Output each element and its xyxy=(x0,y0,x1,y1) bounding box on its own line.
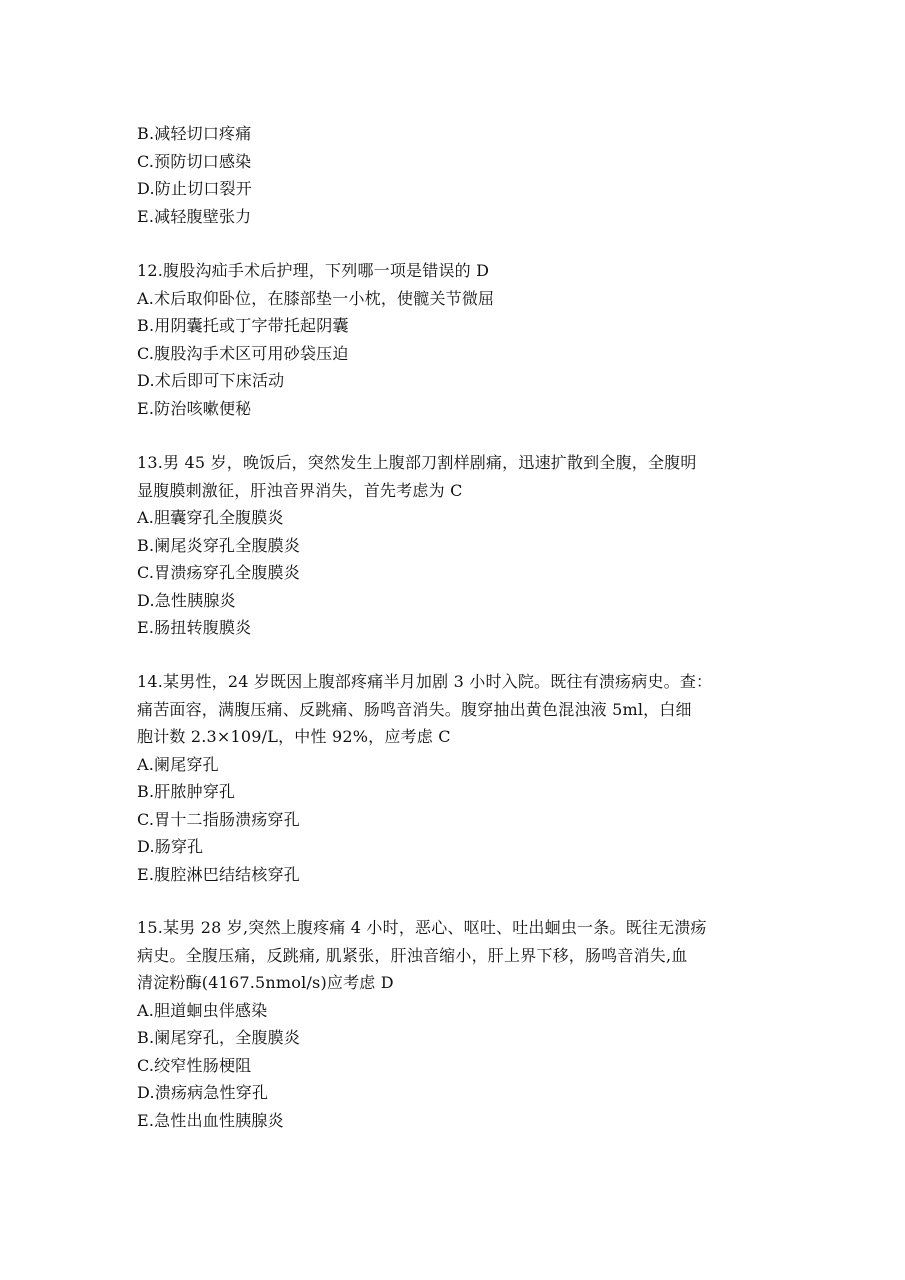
option-d: D.防止切口裂开 xyxy=(137,179,252,198)
option-a: A.术后取仰卧位，在膝部垫一小枕，使髋关节微屈 xyxy=(137,288,495,308)
question-stem: 14.某男性，24 岁既因上腹部疼痛半月加剧 3 小时入院。既往有溃疡病史。查： xyxy=(137,672,713,691)
option-a: A.阑尾穿孔 xyxy=(137,754,219,774)
question-stem: 13.男 45 岁，晚饭后，突然发生上腹部刀割样剧痛，迅速扩散到全腹，全腹明 xyxy=(137,453,697,472)
option-c: C.胃十二指肠溃疡穿孔 xyxy=(137,809,300,829)
question-stem: 15.某男 28 岁,突然上腹疼痛 4 小时，恶心、呕吐、吐出蛔虫一条。既往无溃疡 xyxy=(137,918,707,937)
question-stem-continued: 病史。全腹压痛，反跳痛, 肌紧张，肝浊音缩小，肝上界下移，肠鸣音消失,血 xyxy=(137,945,688,965)
question-stem: 12.腹股沟疝手术后护理，下列哪一项是错误的 D xyxy=(137,261,490,280)
option-a: A.胆道蛔虫伴感染 xyxy=(137,1000,268,1020)
option-b: B.阑尾穿孔，全腹膜炎 xyxy=(137,1028,301,1047)
question-stem-continued: 显腹膜刺激征，肝浊音界消失，首先考虑为 C xyxy=(137,480,463,500)
question-15-block xyxy=(137,914,787,1134)
option-e: E.腹腔淋巴结结核穿孔 xyxy=(137,864,300,884)
option-d: D.溃疡病急性穿孔 xyxy=(137,1083,269,1102)
option-b: B.用阴囊托或丁字带托起阴囊 xyxy=(137,316,349,335)
question-stem-continued: 痛苦面容，满腹压痛、反跳痛、肠鸣音消失。腹穿抽出黄色混浊液 5ml，白细 xyxy=(137,699,692,719)
option-c: C.预防切口感染 xyxy=(137,151,252,171)
question-stem-continued: 清淀粉酶(4167.5nmol/s)应考虑 D xyxy=(137,973,394,992)
option-a: A.胆囊穿孔全腹膜炎 xyxy=(137,508,284,527)
option-e: E.防治咳嗽便秘 xyxy=(137,398,252,418)
question-14-block xyxy=(137,668,787,888)
option-b: B.肝脓肿穿孔 xyxy=(137,782,236,801)
option-c: C.腹股沟手术区可用砂袋压迫 xyxy=(137,343,349,363)
option-e: E.减轻腹壁张力 xyxy=(137,206,252,226)
question-11-options-block xyxy=(137,120,787,230)
option-b: B.阑尾炎穿孔全腹膜炎 xyxy=(137,535,301,555)
option-c: C.胃溃疡穿孔全腹膜炎 xyxy=(137,563,300,582)
option-b: B.减轻切口疼痛 xyxy=(137,124,252,143)
option-d: D.急性胰腺炎 xyxy=(137,590,236,610)
question-13-block xyxy=(137,449,787,642)
question-12-block xyxy=(137,257,787,422)
option-e: E.肠扭转腹膜炎 xyxy=(137,618,252,637)
option-d: D.肠穿孔 xyxy=(137,837,204,856)
option-c: C.绞窄性肠梗阻 xyxy=(137,1055,252,1075)
question-stem-continued: 胞计数 2.3×109/L，中性 92%，应考虑 C xyxy=(137,727,451,746)
option-d: D.术后即可下床活动 xyxy=(137,371,285,390)
option-e: E.急性出血性胰腺炎 xyxy=(137,1110,284,1130)
